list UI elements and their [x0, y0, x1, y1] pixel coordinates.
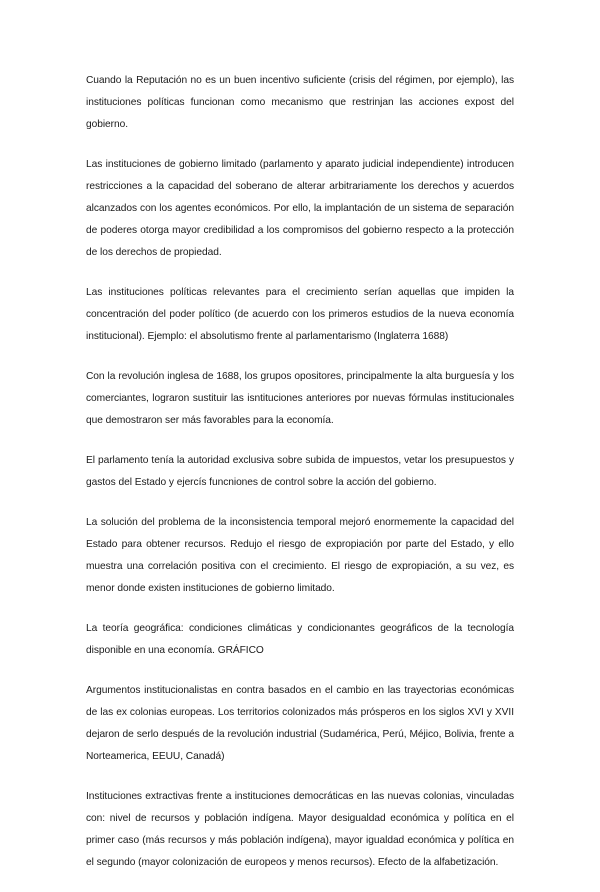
paragraph-6: La solución del problema de la inconsistencia temporal mejoró enormemente la capacidad del Estado para obtener recursos. Redujo el riesgo de expropiación por parte del Estado, y ello muestra una correlación positiva con el crecimiento. El riesgo de expropiación, a su vez, es menor donde existen instituciones de gobierno limitado.: [86, 517, 514, 594]
document-body: [86, 70, 514, 892]
paragraph-5: El parlamento tenía la autoridad exclusiva sobre subida de impuestos, vetar los presupuestos y gastos del Estado y ejercís funcniones de control sobre la acción del gobierno.: [86, 455, 514, 488]
paragraph-9: Instituciones extractivas frente a instituciones democráticas en las nuevas colonias, vinculadas con: nivel de recursos y población indígena. Mayor desigualdad económica y política en el primer caso (más recursos y más población indígena), mayor igualdad económica y política en el segundo (mayor colonización de europeos y menos recursos). Efecto de la alfabetización.: [86, 791, 514, 868]
paragraph-8: Argumentos institucionalistas en contra basados en el cambio en las trayectorias económicas de las ex colonias europeas. Los territorios colonizados más prósperos en los siglos XVI y XVII dejaron de serlo después de la revolución industrial (Sudamérica, Perú, Méjico, Bolivia, frente a Norteamerica, EEUU, Canadá): [86, 685, 514, 762]
paragraph-1: Cuando la Reputación no es un buen incentivo suficiente (crisis del régimen, por ejemplo), las instituciones políticas funcionan como mecanismo que restrinjan las acciones expost del gobierno.: [86, 75, 514, 130]
paragraph-2: Las instituciones de gobierno limitado (parlamento y aparato judicial independiente) introducen restricciones a la capacidad del soberano de alterar arbitrariamente los derechos y acuerdos alcanzados con los agentes económicos. Por ello, la implantación de un sistema de separación de poderes otorga mayor credibilidad a los compromisos del gobierno respecto a la protección de los derechos de propiedad.: [86, 159, 514, 258]
paragraph-4: Con la revolución inglesa de 1688, los grupos opositores, principalmente la alta burguesía y los comerciantes, lograron sustituir las isntituciones anteriores por nuevas fórmulas institucionales que demostraron ser más favorables para la economía.: [86, 371, 514, 426]
paragraph-3: Las instituciones políticas relevantes para el crecimiento serían aquellas que impiden la concentración del poder político (de acuerdo con los primeros estudios de la nueva economía institucional). Ejemplo: el absolutismo frente al parlamentarismo (Inglaterra 1688): [86, 287, 514, 342]
paragraph-7: La teoría geográfica: condiciones climáticas y condicionantes geográficos de la tecnología disponible en una economía. GRÁFICO: [86, 623, 514, 656]
